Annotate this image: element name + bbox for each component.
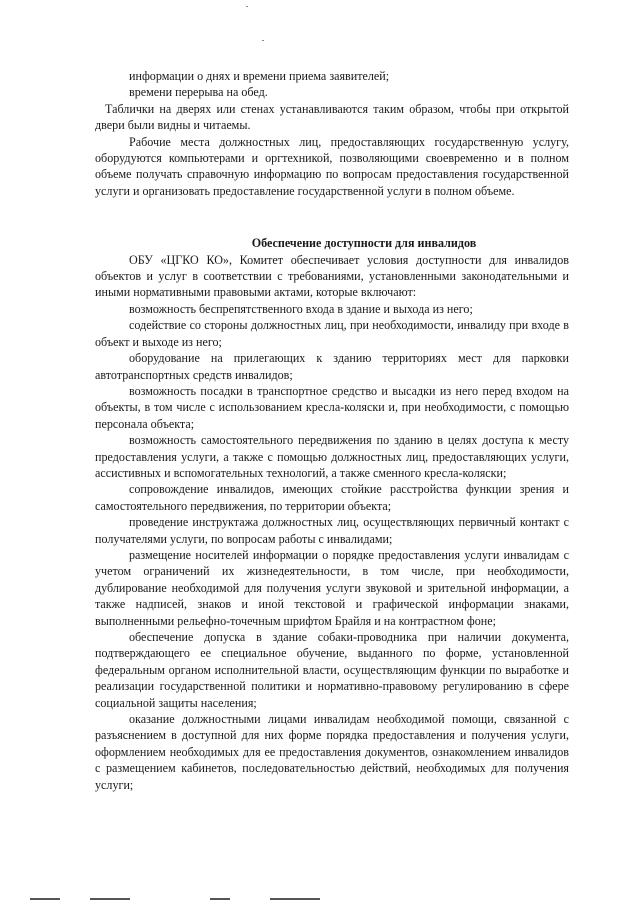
scan-edge-artifact — [30, 895, 610, 903]
document-page — [95, 68, 569, 793]
paragraph: ОБУ «ЦГКО КО», Комитет обеспечивает условия доступности для инвалидов объектов и услуг в соответствии с требованиями, установленными законодательными и иными нормативными правовыми актами, которые включают: — [95, 252, 569, 300]
paragraph: Таблички на дверях или стенах устанавливаются таким образом, чтобы при открытой двери были видны и читаемы. — [95, 101, 569, 133]
paragraph: времени перерыва на обед. — [129, 85, 268, 100]
paragraph: информации о днях и времени приема заявителей; — [129, 69, 390, 83]
scan-speck — [246, 6, 248, 7]
paragraph: возможность посадки в транспортное средство и высадки из него перед входом на объекты, в том числе с использованием кресла-коляски и, при необходимости, с помощью персонала объекта; — [95, 383, 569, 431]
section-heading: Обеспечение доступности для инвалидов — [251, 236, 477, 251]
paragraph: Рабочие места должностных лиц, предоставляющих государственную услугу, оборудуются компьютерами и оргтехникой, позволяющими своевременно и в полном объеме получать справочную информацию по вопросам предоставления государственной услуги и организовать предоставление государственной услуги в полном объеме. — [95, 134, 569, 198]
paragraph: сопровождение инвалидов, имеющих стойкие расстройства функции зрения и самостоятельного передвижения, по территории объекта; — [95, 482, 569, 513]
paragraph: возможность беспрепятственного входа в здание и выхода из него; — [129, 301, 473, 316]
paragraph: проведение инструктажа должностных лиц, осуществляющих первичный контакт с получателями услуги, по вопросам работы с инвалидами; — [95, 515, 569, 546]
paragraph: оказание должностными лицами инвалидам необходимой помощи, связанной с разъяснением в доступной для них форме порядка предоставления и получения услуги, оформлением необходимых для ее предоставления документов, ознакомлением инвалидов с размещением кабинетов, последовательностью действий, необходимых для получения услуги; — [95, 712, 569, 792]
paragraph: содействие со стороны должностных лиц, при необходимости, инвалиду при входе в объект и выходе из него; — [95, 318, 569, 349]
paragraph: оборудование на прилегающих к зданию территориях мест для парковки автотранспортных средств инвалидов; — [95, 351, 569, 382]
paragraph: размещение носителей информации о порядке предоставления услуги инвалидам с учетом ограничений их жизнедеятельности, в том числе, при необходимости, дублирование необходимой для получения услуги звуковой и зрительной информации, а также надписей, знаков и иной текстовой и графической информации знаками, выполненными рельефно-точечным шрифтом Брайля и на контрастном фоне; — [95, 547, 569, 628]
scan-speck — [262, 40, 264, 41]
paragraph: обеспечение допуска в здание собаки-проводника при наличии документа, подтверждающего ее специальное обучение, выданного по форме, установленной федеральным органом исполнительной власти, осуществляющим функции по выработке и реализации государственной политики и нормативно-правовому регулированию в сфере социальной защиты населения; — [95, 630, 569, 710]
paragraph: возможность самостоятельного передвижения по зданию в целях доступа к месту предоставления услуги, а также с помощью должностных лиц, предоставляющих услуги, ассистивных и вспомогательных технологий, а также сменного кресла-коляски; — [95, 433, 569, 480]
